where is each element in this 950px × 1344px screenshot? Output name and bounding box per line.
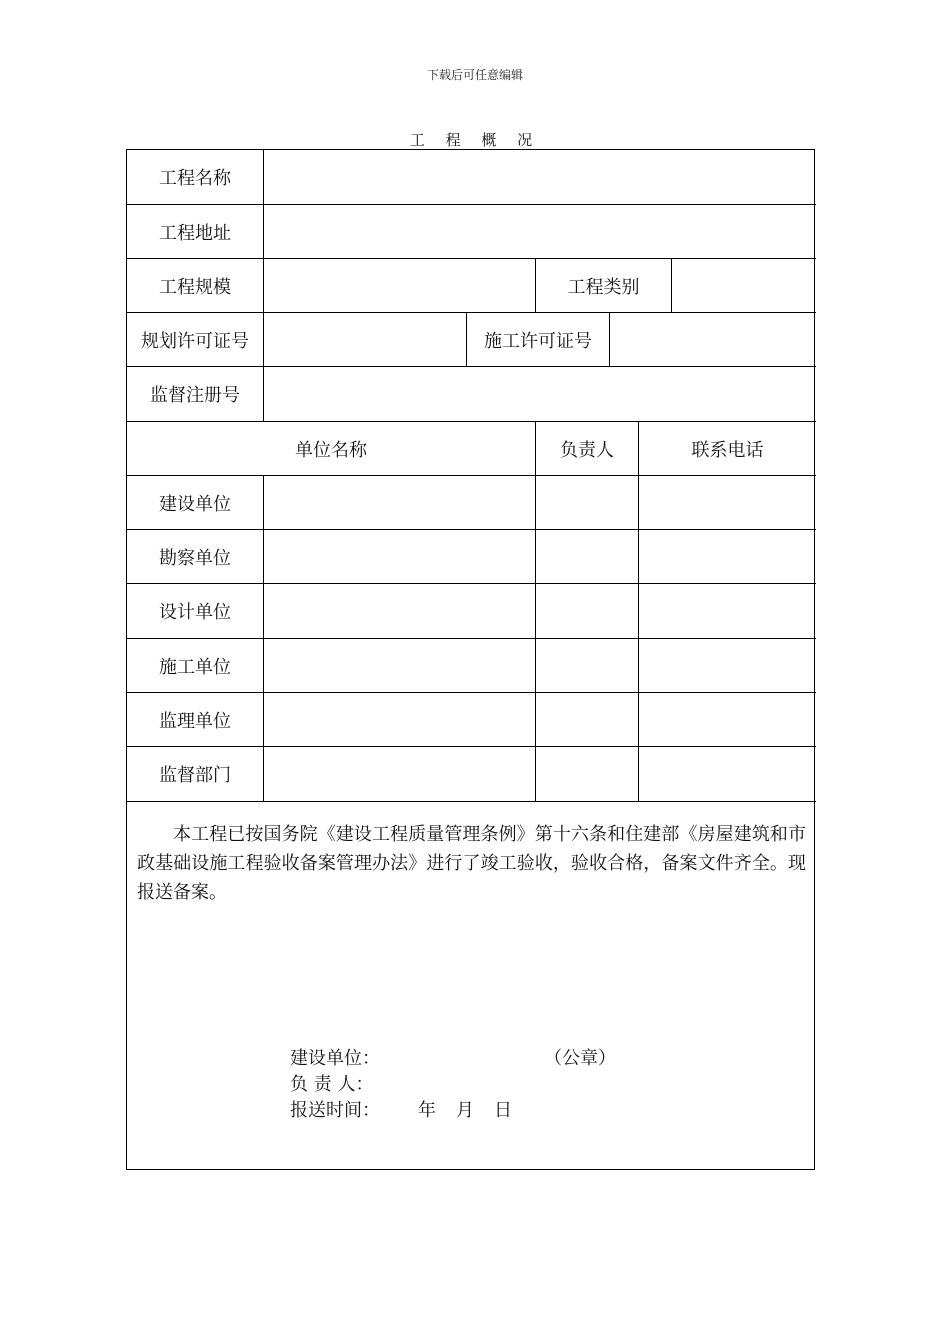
year-label: 年 [418,1100,436,1121]
project-address-label: 工程地址 [127,205,264,259]
responsible-person-input[interactable] [536,530,639,584]
project-name-label: 工程名称 [127,150,264,205]
supervision-reg-label: 监督注册号 [127,367,264,422]
project-overview-form [126,149,815,1170]
day-label: 日 [494,1100,512,1121]
unit-row-label: 监督部门 [127,747,264,802]
responsible-person-input[interactable] [536,584,639,639]
project-scale-input[interactable] [264,259,536,313]
contact-phone-input[interactable] [639,584,816,639]
page-title: 工 程 概 况 [409,131,541,149]
month-label: 月 [456,1100,474,1121]
unit-row-label: 勘察单位 [127,530,264,584]
planning-permit-label: 规划许可证号 [127,313,264,367]
signature-time-line [290,1098,512,1124]
unit-name-header: 单位名称 [127,422,536,476]
signature-person-line [290,1072,373,1098]
project-name-input[interactable] [264,150,816,205]
contact-phone-input[interactable] [639,530,816,584]
construction-unit-label: 建设单位： [290,1048,380,1069]
signature-unit-line [290,1046,616,1072]
contact-phone-input[interactable] [639,747,816,802]
planning-permit-input[interactable] [264,313,467,367]
responsible-person-label: 负 责 人： [290,1074,374,1095]
unit-row-label: 设计单位 [127,584,264,639]
unit-name-input[interactable] [264,693,536,747]
responsible-person-input[interactable] [536,476,639,530]
responsible-person-header: 负责人 [536,422,639,476]
unit-name-input[interactable] [264,476,536,530]
construction-permit-label: 施工许可证号 [467,313,610,367]
responsible-person-input[interactable] [536,693,639,747]
responsible-person-input[interactable] [536,639,639,693]
project-scale-label: 工程规模 [127,259,264,313]
contact-phone-input[interactable] [639,693,816,747]
header-note: 下载后可任意编辑 [426,68,523,82]
unit-name-input[interactable] [264,584,536,639]
unit-row-label: 建设单位 [127,476,264,530]
project-category-label: 工程类别 [536,259,672,313]
submission-time-label: 报送时间： [290,1100,380,1121]
unit-row-label: 监理单位 [127,693,264,747]
project-address-input[interactable] [264,205,816,259]
contact-phone-input[interactable] [639,639,816,693]
unit-name-input[interactable] [264,639,536,693]
official-seal-label: （公章） [544,1048,616,1069]
contact-phone-input[interactable] [639,476,816,530]
unit-row-label: 施工单位 [127,639,264,693]
project-category-input[interactable] [672,259,816,313]
contact-phone-header: 联系电话 [639,422,816,476]
construction-permit-input[interactable] [610,313,816,367]
supervision-reg-input[interactable] [264,367,816,422]
filing-statement: 本工程已按国务院《建设工程质量管理条例》第十六条和住建部《房屋建筑和市政基础设施工程验收备案管理办法》进行了竣工验收，验收合格，备案文件齐全。现报送备案。 [137,824,806,903]
unit-name-input[interactable] [264,530,536,584]
responsible-person-input[interactable] [536,747,639,802]
unit-name-input[interactable] [264,747,536,802]
